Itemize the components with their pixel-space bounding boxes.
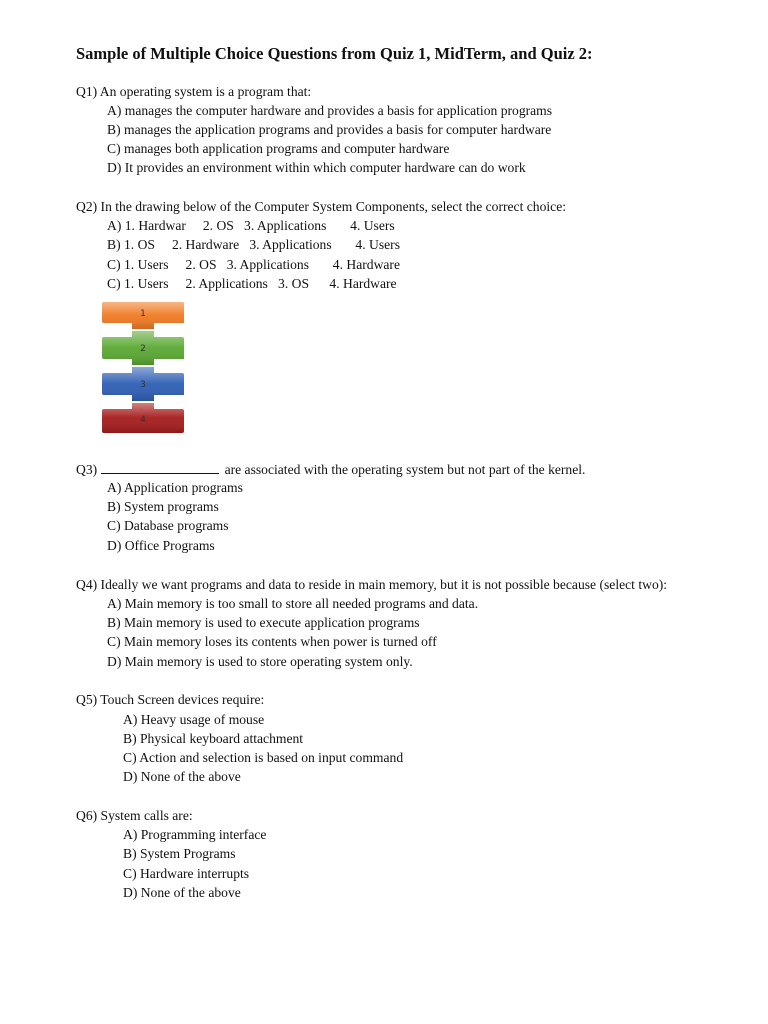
q2-option-a: A) 1. Hardwar 2. OS 3. Applications 4. Users (107, 218, 395, 233)
diagram-layer-1 (102, 302, 184, 329)
q5-option-a: A) Heavy usage of mouse (123, 712, 265, 727)
q1-option-b: B) manages the application programs and provides a basis for computer hardware (107, 122, 552, 137)
question-5: Q5) Touch Screen devices require: (76, 692, 265, 707)
q2-option-c: C) 1. Users 2. OS 3. Applications 4. Hardware (107, 257, 400, 272)
question-3-number: Q3) (76, 462, 98, 477)
diagram-label-4: 4 (140, 415, 146, 425)
q5-option-b: B) Physical keyboard attachment (123, 731, 304, 746)
system-components-diagram (100, 299, 186, 437)
q6-option-d: D) None of the above (123, 885, 241, 900)
diagram-label-1: 1 (140, 309, 146, 319)
question-1: Q1) An operating system is a program that: (76, 84, 312, 99)
question-4: Q4) Ideally we want programs and data to reside in main memory, but it is not possible because (select two): (76, 577, 668, 592)
q1-option-a: A) manages the computer hardware and provides a basis for application programs (107, 103, 553, 118)
diagram-layer-3 (102, 367, 184, 401)
q4-option-b: B) Main memory is used to execute application programs (107, 615, 420, 630)
diagram-label-3: 3 (140, 380, 146, 390)
q4-option-c: C) Main memory loses its contents when power is turned off (107, 634, 437, 649)
q3-option-a: A) Application programs (107, 480, 243, 495)
diagram-layer-4 (102, 403, 184, 433)
question-3 (76, 461, 585, 478)
question-2: Q2) In the drawing below of the Computer System Components, select the correct choice: (76, 199, 566, 214)
diagram-label-2: 2 (140, 344, 146, 354)
q4-option-d: D) Main memory is used to store operating system only. (107, 654, 413, 669)
q3-option-d: D) Office Programs (107, 538, 215, 553)
q3-option-c: C) Database programs (107, 518, 229, 533)
q6-option-b: B) System Programs (123, 846, 236, 861)
q2-option-b: B) 1. OS 2. Hardware 3. Applications 4. Users (107, 237, 400, 252)
q6-option-c: C) Hardware interrupts (123, 866, 250, 881)
q4-option-a: A) Main memory is too small to store all needed programs and data. (107, 596, 479, 611)
page-title: Sample of Multiple Choice Questions from Quiz 1, MidTerm, and Quiz 2: (76, 44, 593, 63)
q6-option-a: A) Programming interface (123, 827, 267, 842)
q3-option-b: B) System programs (107, 499, 219, 514)
question-6: Q6) System calls are: (76, 808, 193, 823)
fill-in-blank (101, 461, 219, 474)
question-3-text: are associated with the operating system but not part of the kernel. (224, 462, 586, 477)
q5-option-c: C) Action and selection is based on input command (123, 750, 404, 765)
q2-option-c-second: C) 1. Users 2. Applications 3. OS 4. Hardware (107, 276, 397, 291)
q1-option-d: D) It provides an environment within which computer hardware can do work (107, 160, 526, 175)
diagram-layer-2 (102, 331, 184, 365)
q5-option-d: D) None of the above (123, 769, 241, 784)
q1-option-c: C) manages both application programs and computer hardware (107, 141, 450, 156)
